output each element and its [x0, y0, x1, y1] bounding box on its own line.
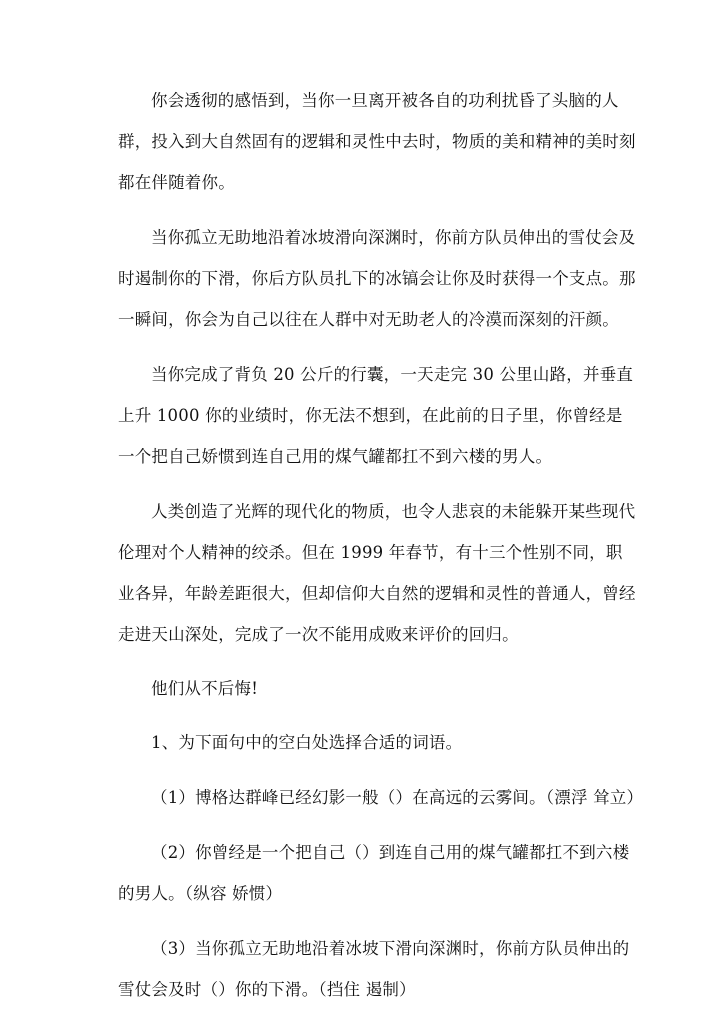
document-body	[118, 80, 644, 1010]
question-title: 1、为下面句中的空白处选择合适的词语。	[151, 733, 463, 752]
paragraph-3: 当你完成了背负 20 公斤的行囊，一天走完 30 公里山路，并垂直上升 1000 你的业绩时，你无法不想到，在此前的日子里，你曾经是一个把自己娇惯到连自己用的煤气罐都扛不到六楼的男人。	[118, 365, 634, 466]
paragraph-2: 当你孤立无助地沿着冰坡滑向深渊时，你前方队员伸出的雪仗会及时遏制你的下滑，你后方队员扎下的冰镐会让你及时获得一个支点。那一瞬间，你会为自己以往在人群中对无助老人的冷漠而深刻的汗颜。	[118, 228, 636, 329]
question-item-3: （3）当你孤立无助地沿着冰坡下滑向深渊时，你前方队员伸出的雪仗会及时（）你的下滑。（挡住 遏制）	[118, 939, 630, 999]
paragraph-closing: 他们从不后悔!	[151, 679, 259, 698]
paragraph-1: 你会透彻的感悟到，当你一旦离开被各自的功利扰昏了头脑的人群，投入到大自然固有的逻辑和灵性中去时，物质的美和精神的美时刻都在伴随着你。	[118, 91, 636, 192]
question-item-2: （2）你曾经是一个把自己（）到连自己用的煤气罐都扛不到六楼的男人。（纵容 娇惯）	[118, 843, 630, 903]
question-item-1: （1）博格达群峰已经幻影一般（）在高远的云雾间。（漂浮 耸立）	[151, 788, 644, 807]
paragraph-4: 人类创造了光辉的现代化的物质，也令人悲哀的未能躲开某些现代伦理对个人精神的绞杀。但在 1999 年春节，有十三个性别不同，职业各异，年龄差距很大，但却信仰大自然的逻辑和灵性的普通人，曾经走进天山深处，完成了一次不能用成败来评价的回归。	[118, 502, 636, 644]
